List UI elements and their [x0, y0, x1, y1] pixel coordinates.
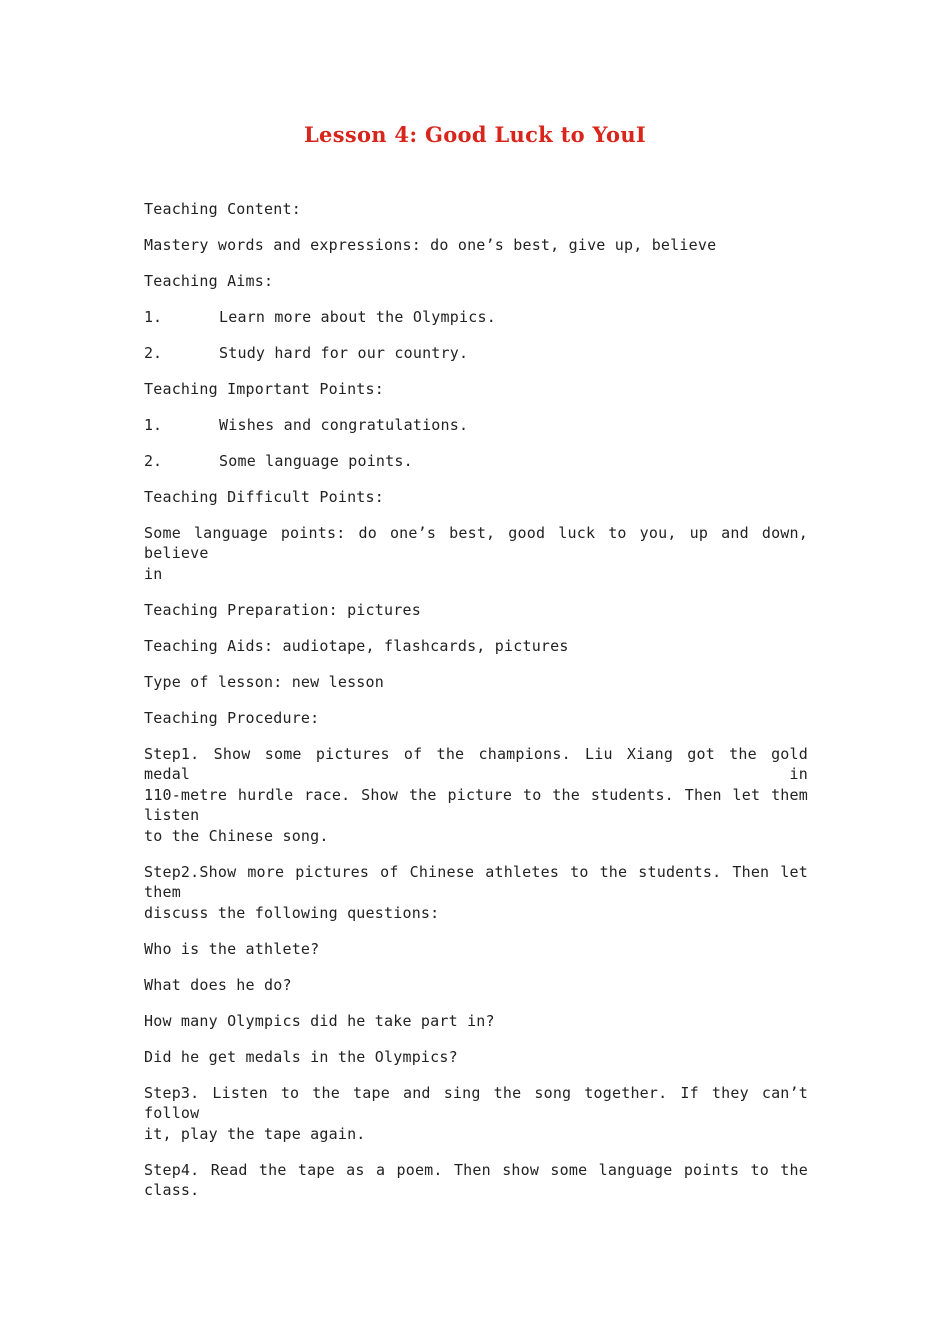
step4-line: Step4. Read the tape as a poem. Then show some language points to the class. [144, 1161, 808, 1199]
question-item: Who is the athlete? [144, 940, 320, 958]
question-item: Did he get medals in the Olympics? [144, 1048, 458, 1066]
teaching-procedure-heading: Teaching Procedure: [144, 709, 320, 727]
document-title: Lesson 4: Good Luck to YouI [303, 122, 647, 147]
aim-item: Study hard for our country. [219, 344, 469, 362]
teaching-aims-heading: Teaching Aims: [144, 272, 274, 290]
aim-number: 1. [144, 308, 163, 326]
step3-line: Step3. Listen to the tape and sing the song together. If they can’t follow [144, 1084, 808, 1122]
difficult-points-line: Some language points: do one’s best, good luck to you, up and down, believe [144, 524, 808, 562]
step1-line: Step1. Show some pictures of the champions. Liu Xiang got the gold medal in [144, 745, 808, 783]
difficult-points-heading: Teaching Difficult Points: [144, 488, 384, 506]
difficult-points-line: in [144, 565, 163, 583]
step1-line: 110-metre hurdle race. Show the picture to the students. Then let them listen [144, 786, 808, 824]
mastery-words-line: Mastery words and expressions: do one’s best, give up, believe [144, 236, 717, 254]
important-point-number: 1. [144, 416, 163, 434]
aim-item: Learn more about the Olympics. [219, 308, 496, 326]
lesson-type: Type of lesson: new lesson [144, 673, 384, 691]
important-point-item: Some language points. [219, 452, 413, 470]
question-item: What does he do? [144, 976, 292, 994]
important-points-heading: Teaching Important Points: [144, 380, 384, 398]
teaching-preparation: Teaching Preparation: pictures [144, 601, 421, 619]
important-point-number: 2. [144, 452, 163, 470]
question-item: How many Olympics did he take part in? [144, 1012, 495, 1030]
step3-line: it, play the tape again. [144, 1125, 366, 1143]
step1-line: to the Chinese song. [144, 827, 329, 845]
teaching-content-heading: Teaching Content: [144, 200, 301, 218]
teaching-aids: Teaching Aids: audiotape, flashcards, pictures [144, 637, 569, 655]
step2-line: discuss the following questions: [144, 904, 440, 922]
aim-number: 2. [144, 344, 163, 362]
step2-line: Step2.Show more pictures of Chinese athletes to the students. Then let them [144, 863, 808, 901]
important-point-item: Wishes and congratulations. [219, 416, 469, 434]
